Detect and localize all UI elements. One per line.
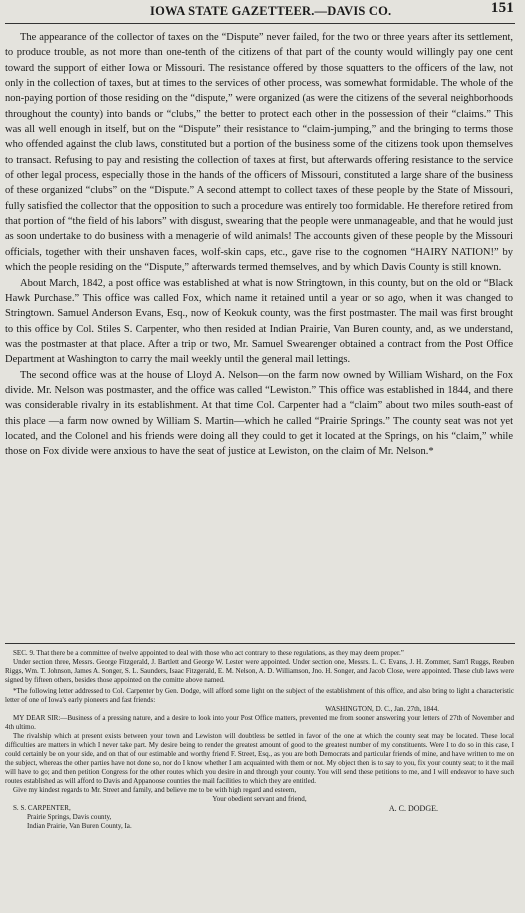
signature: A. C. DODGE. <box>388 804 438 813</box>
club-appointments: Under section three, Messrs. George Fitzgerald, J. Bartlett and George W. Lester were appointed. Under section one, Messrs. L. C. Evans, J. H. Zommer, Sam'l Ruggs, Reuben Riggs, Wm. T. Johnson, James A. Songer, S. L. Saunders, Isaac Fitzgerald, E. M. Nelson, A. D. Williamson, Jno. H. Songer, and Jacob Close, were appointed. These club laws were signed by fifteen others, besides those appointed on the comitte above named. <box>5 658 514 684</box>
footnote-intro: *The following letter addressed to Col. Carpenter by Gen. Dodge, will afford some light on the subject of the establishment of this office, and also bring to light a characteristic letter of one of Iowa's early pioneers and fast friends: <box>5 687 514 704</box>
addressee-name: S. S. CARPENTER, <box>13 804 71 812</box>
paragraph-dispute: The appearance of the collector of taxes on the “Dispute” never failed, for the two or three years after its settlement, to produce trouble, as not more than one-tenth of the citizens of that part of the county would willingly pay one cent toward the support of either Iowa or Missouri. The resistance offered by those squatters to the officers of the law, not only in the collection of taxes, but at times to the services of other process, was somewhat formidable. The whole of the non-paying portion of those residing on the “dispute,” were organized (as were the citizens of the several neighborhoods throughout the county) into bands or “clubs,” the better to protect each other in the possession of their “claims.” This was all well enough in itself, but on the “Dispute” their resistance to “claim-jumping,” and the bringing to terms those who offended against the club laws, constituted but a portion of the business some of the citizens took upon themselves to transact. Refusing to pay and resisting the collection of taxes at first, but afterwards offering resistance to the service of other legal process, especially those in the hands of the officers of Missouri, constituted a large share of the business of these organized “clubs” on the “Dispute.” A second attempt to collect taxes of these people by the State of Missouri, fully satisfied the collector that the opposition to such a procedure was entirely too formidable. He therefore retired from that portion of “the field of his labors” with disgust, swearing that the people were unmanageable, and that he would just as soon undertake to do business with a menagerie of wild animals! The accounts given of these people by the Missouri officials, together with their unshaven faces, wolf-skin caps, etc., gave rise to the cognomen “HAIRY NATION!” by which the people residing on the “Dispute,” afterwards termed themselves, and by which Davis County is still known. <box>5 32 513 274</box>
addressee-county: Indian Prairie, Van Buren County, Ia. <box>27 822 132 830</box>
footnotes <box>5 649 514 831</box>
paragraph-post-office-fox: About March, 1842, a post office was established at what is now Stringtown, in this county, but on the old or “Black Hawk Purchase.” This office was called Fox, which name it retained until a year or so ago, when it was changed to Stringtown. Samuel Anderson Evans, Esq., now of Keokuk county, was the first postmaster. The mail was first brought to this office by Col. Stiles S. Carpenter, who then resided at Indian Prairie, Van Buren county, and, as we understand, was the postmaster at that place. After a trip or two, Mr. Samuel Swearenger obtained a contract from the Post Office Department at Washington to carry the mail weekly until the general mail lettings. <box>5 277 513 366</box>
letter-closing: Your obedient servant and friend, <box>212 795 307 803</box>
header-rule <box>5 23 515 24</box>
letter-paragraph-3: Give my kindest regards to Mr. Street and family, and believe me to be with high regard and esteem, <box>13 786 297 794</box>
paragraph-lewiston: The second office was at the house of Lloyd A. Nelson—on the farm now owned by William Wishard, on the Fox divide. Mr. Nelson was postmaster, and the office was called “Lewiston.” This office was established in 1844, and there was considerable rivalry in its establishment. At that time Col. Carpenter had a “claim” about two miles south-east of this place —a farm now owned by William S. Martin—which he called “Prairie Springs.” The county seat was not yet located, and the Colonel and his friends were doing all they could to get it located at the Springs, on his “claim,” while those on Fox divide were anxious to have the seat of justice at Lewiston, on the claim of Mr. Nelson.* <box>5 369 513 458</box>
club-law-section-9: SEC. 9. That there be a committee of twelve appointed to deal with those who act contrary to these regulations, as they may deem proper.” <box>13 649 404 657</box>
letter-paragraph-1: MY DEAR SIR:—Business of a pressing nature, and a desire to look into your Post Office matters, prevented me from sooner answering your letters of 27th of November and 4th ultimo. <box>5 714 514 731</box>
running-title: IOWA STATE GAZETTEER.—DAVIS CO. <box>150 4 392 18</box>
signature-row <box>5 804 514 813</box>
letter-dateline: WASHINGTON, D. C., Jan. 27th, 1844. <box>325 705 439 713</box>
footnote-rule <box>5 643 515 644</box>
addressee-place: Prairie Springs, Davis county, <box>27 813 112 821</box>
page-header <box>0 0 525 22</box>
page-number: 151 <box>490 0 514 16</box>
main-text <box>5 30 513 460</box>
letter-paragraph-2: The rivalship which at present exists between your town and Lewiston will doubtless be settled in favor of the one at which the county seat may be located. These local difficulties are matters in which I never take part. My desire being to render the greatest amount of good to the greatest number of my constituents. Were I to do so in this case, I could certainly be on your side, and on that of our estimable and worthy friend F. Street, Esq., as you are both Democrats and particular friends of mine, and have written to me on the subject, whereas the other parties have not done so, nor do I know whether I am acquainted with them or not. My object then is to say to you, fix your county seat; to it the mail will have to go; and then petition Congress for the other routes which you desire in and through your county. You will send these petitions to me, and I will endeavor to have such routes established as will afford to Davis and Appanoose counties the mail facilities to which they are entitled. <box>5 732 514 785</box>
